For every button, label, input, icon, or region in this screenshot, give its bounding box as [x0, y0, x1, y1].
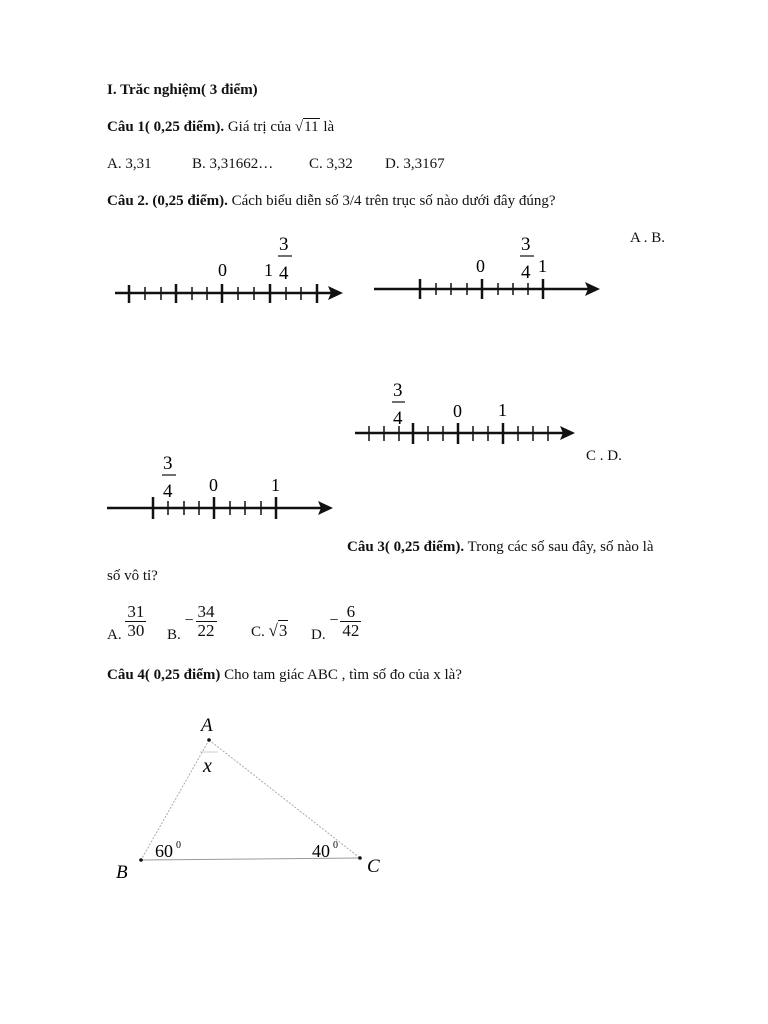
question-2-text: Cách biểu diễn số 3/4 trên trục số nào dưới đây đúng?	[231, 193, 556, 209]
options-cd-label: C . D.	[586, 448, 622, 464]
nc-label-numerator: 3	[393, 380, 403, 401]
question-3-label: Câu 3( 0,25 điểm).	[347, 539, 465, 555]
nc-label-one: 1	[498, 400, 507, 420]
q1-option-b: B. 3,31662…	[192, 156, 274, 172]
section-title: I. Trăc nghiệm( 3 điểm)	[107, 82, 258, 98]
question-2-label: Câu 2. (0,25 điểm).	[107, 193, 228, 209]
nb-label-one: 1	[538, 256, 547, 276]
vertex-a-label: A	[201, 715, 213, 736]
nc-label-denominator: 4	[393, 408, 403, 429]
options-ab-label: A . B.	[630, 230, 666, 246]
nb-label-denominator: 4	[521, 262, 531, 283]
question-3-text: Trong các số sau đây, số nào là	[467, 539, 654, 555]
q3-option-c: C. √3	[251, 621, 288, 640]
vertex-b-label: B	[116, 862, 128, 883]
q3-option-a: A. $\frac{31}{30}$	[107, 602, 145, 643]
question-1: Câu 1( 0,25 điểm). Giá trị của √11 là	[107, 119, 335, 135]
angle-a-label: x	[203, 755, 212, 777]
nd-label-denominator: 4	[163, 481, 173, 502]
nb-label-zero: 0	[476, 256, 485, 276]
angle-c-degree: 0	[333, 840, 338, 851]
nc-label-zero: 0	[453, 401, 462, 421]
na-label-denominator: 4	[279, 263, 289, 284]
nd-label-one: 1	[271, 475, 280, 495]
question-4-text: Cho tam giác ABC , tìm số đo của x là?	[224, 667, 462, 683]
q1-option-c: C. 3,32	[309, 156, 353, 172]
angle-b-label: 60	[155, 841, 173, 861]
angle-b-degree: 0	[176, 840, 181, 851]
vertex-a-dot	[207, 738, 211, 742]
question-4-label: Câu 4( 0,25 điểm)	[107, 667, 221, 683]
question-1-text: Giá trị của	[227, 119, 292, 135]
q3-option-d: D. − $\frac{6}{42}$	[311, 602, 360, 643]
question-1-label: Câu 1( 0,25 điểm).	[107, 119, 225, 135]
nd-label-numerator: 3	[163, 453, 173, 474]
q1-option-d: D. 3,3167	[385, 156, 445, 172]
sqrt-11: √11	[294, 119, 319, 135]
na-label-numerator: 3	[279, 234, 289, 255]
na-label-one: 1	[264, 260, 273, 280]
na-label-zero: 0	[218, 260, 227, 280]
angle-c-label: 40	[312, 841, 330, 861]
vertex-c-label: C	[367, 856, 380, 877]
vertex-b-dot	[139, 858, 143, 862]
nb-label-numerator: 3	[521, 234, 531, 255]
nd-label-zero: 0	[209, 475, 218, 495]
question-3-text-cont: số vô tỉ?	[107, 568, 158, 584]
q1-option-a: A. 3,31	[107, 156, 152, 172]
q3-option-b: B. − $\frac{34}{22}$	[167, 602, 215, 643]
vertex-c-dot	[358, 856, 362, 860]
